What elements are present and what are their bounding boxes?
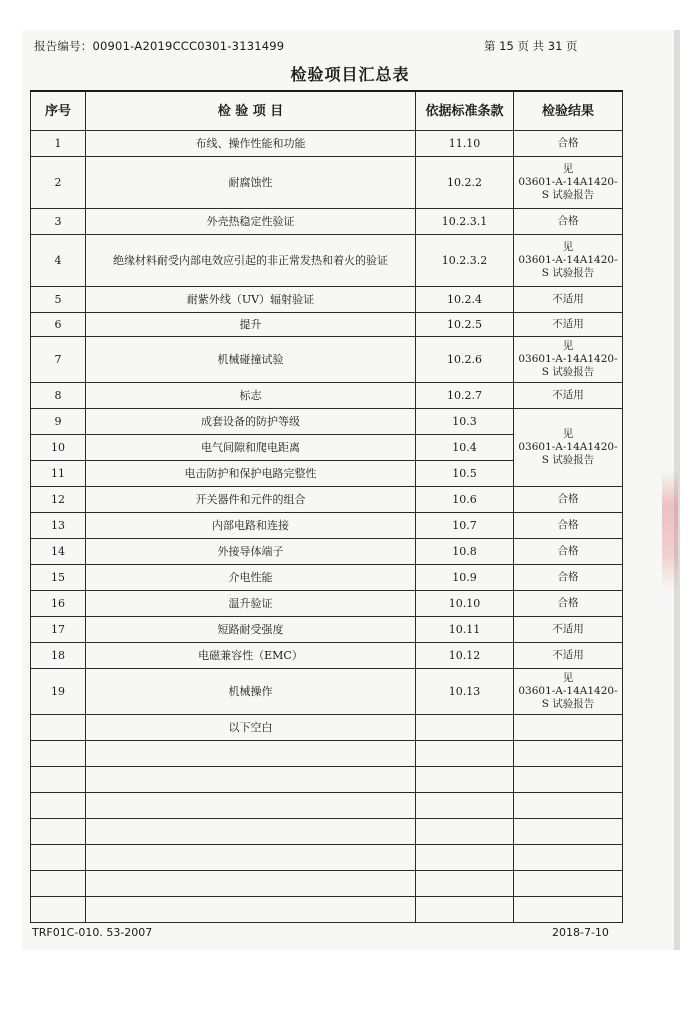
- cell-item: 外壳热稳定性验证: [86, 209, 416, 235]
- empty-cell: [514, 793, 623, 819]
- cell-clause: 10.2.6: [416, 337, 514, 383]
- cell-result: 合格: [514, 539, 623, 565]
- cell-result: 合格: [514, 131, 623, 157]
- cell-item: 成套设备的防护等级: [86, 409, 416, 435]
- cell-result: 不适用: [514, 617, 623, 643]
- cell-clause: 10.12: [416, 643, 514, 669]
- empty-cell: [86, 845, 416, 871]
- cell-result: [514, 715, 623, 741]
- empty-cell: [416, 871, 514, 897]
- cell-no: 17: [31, 617, 86, 643]
- cell-item: 耐紫外线（UV）辐射验证: [86, 287, 416, 313]
- cell-clause: 10.8: [416, 539, 514, 565]
- cell-clause: 10.2.2: [416, 157, 514, 209]
- column-header-no: 序号: [31, 91, 86, 131]
- column-header-result: 检验结果: [514, 91, 623, 131]
- cell-no: 15: [31, 565, 86, 591]
- table-row: [31, 643, 623, 669]
- report-date: 2018-7-10: [552, 926, 609, 939]
- cell-no: 9: [31, 409, 86, 435]
- empty-cell: [416, 845, 514, 871]
- table-row: [31, 591, 623, 617]
- cell-result: 见 03601-A-14A1420- S 试验报告: [514, 409, 623, 487]
- cell-no: 18: [31, 643, 86, 669]
- empty-row: [31, 793, 623, 819]
- cell-result: 不适用: [514, 287, 623, 313]
- cell-no: 16: [31, 591, 86, 617]
- empty-cell: [86, 741, 416, 767]
- cell-result: 合格: [514, 591, 623, 617]
- cell-no: 11: [31, 461, 86, 487]
- cell-item: 电磁兼容性（EMC）: [86, 643, 416, 669]
- cell-item: 机械操作: [86, 669, 416, 715]
- cell-clause: 10.6: [416, 487, 514, 513]
- cell-item: 以下空白: [86, 715, 416, 741]
- empty-cell: [31, 741, 86, 767]
- empty-cell: [416, 793, 514, 819]
- cell-no: 7: [31, 337, 86, 383]
- cell-result: 不适用: [514, 383, 623, 409]
- cell-result: 合格: [514, 487, 623, 513]
- empty-cell: [416, 767, 514, 793]
- cell-no: 1: [31, 131, 86, 157]
- table-row: [31, 715, 623, 741]
- cell-no: [31, 715, 86, 741]
- cell-clause: 10.2.5: [416, 313, 514, 337]
- table-row: [31, 565, 623, 591]
- empty-cell: [31, 819, 86, 845]
- cell-no: 13: [31, 513, 86, 539]
- cell-no: 19: [31, 669, 86, 715]
- cell-item: 温升验证: [86, 591, 416, 617]
- cell-result: 不适用: [514, 313, 623, 337]
- cell-item: 机械碰撞试验: [86, 337, 416, 383]
- table-row: [31, 669, 623, 715]
- cell-clause: 10.9: [416, 565, 514, 591]
- cell-no: 5: [31, 287, 86, 313]
- cell-no: 4: [31, 235, 86, 287]
- table-row: [31, 487, 623, 513]
- empty-cell: [31, 793, 86, 819]
- report-number: 报告编号：00901-A2019CCC0301-3131499: [34, 39, 285, 53]
- table-body: [31, 131, 623, 923]
- empty-cell: [31, 845, 86, 871]
- cell-result: 见 03601-A-14A1420- S 试验报告: [514, 235, 623, 287]
- page-info: 第 15 页 共 31 页: [484, 39, 578, 53]
- empty-cell: [514, 897, 623, 923]
- empty-cell: [416, 897, 514, 923]
- cell-item: 布线、操作性能和功能: [86, 131, 416, 157]
- column-header-clause: 依据标准条款: [416, 91, 514, 131]
- cell-result: 见 03601-A-14A1420- S 试验报告: [514, 157, 623, 209]
- empty-cell: [86, 871, 416, 897]
- empty-cell: [31, 871, 86, 897]
- table-row: [31, 539, 623, 565]
- seal-stamp-edge: [662, 470, 678, 590]
- cell-clause: 10.2.3.1: [416, 209, 514, 235]
- cell-result: 见 03601-A-14A1420- S 试验报告: [514, 337, 623, 383]
- table-row: [31, 409, 623, 435]
- cell-clause: 10.2.3.2: [416, 235, 514, 287]
- cell-clause: 10.4: [416, 435, 514, 461]
- cell-item: 电气间隙和爬电距离: [86, 435, 416, 461]
- empty-row: [31, 871, 623, 897]
- empty-cell: [86, 819, 416, 845]
- empty-cell: [416, 741, 514, 767]
- table-row: [31, 287, 623, 313]
- page-title: 检验项目汇总表: [290, 65, 410, 84]
- cell-item: 提升: [86, 313, 416, 337]
- empty-cell: [86, 897, 416, 923]
- empty-cell: [514, 767, 623, 793]
- cell-no: 2: [31, 157, 86, 209]
- cell-result: 合格: [514, 565, 623, 591]
- cell-no: 12: [31, 487, 86, 513]
- table-row: [31, 157, 623, 209]
- cell-item: 开关器件和元件的组合: [86, 487, 416, 513]
- cell-item: 外接导体端子: [86, 539, 416, 565]
- cell-item: 短路耐受强度: [86, 617, 416, 643]
- cell-result: 合格: [514, 513, 623, 539]
- table-row: [31, 617, 623, 643]
- empty-cell: [514, 871, 623, 897]
- table-row: [31, 383, 623, 409]
- table-row: [31, 313, 623, 337]
- empty-cell: [86, 767, 416, 793]
- cell-no: 10: [31, 435, 86, 461]
- empty-row: [31, 819, 623, 845]
- table-row: [31, 235, 623, 287]
- empty-cell: [514, 845, 623, 871]
- empty-cell: [514, 741, 623, 767]
- empty-row: [31, 767, 623, 793]
- column-header-item: 检 验 项 目: [86, 91, 416, 131]
- cell-no: 3: [31, 209, 86, 235]
- cell-no: 8: [31, 383, 86, 409]
- empty-cell: [31, 897, 86, 923]
- cell-item: 介电性能: [86, 565, 416, 591]
- empty-row: [31, 845, 623, 871]
- cell-clause: 11.10: [416, 131, 514, 157]
- cell-item: 内部电路和连接: [86, 513, 416, 539]
- table-header-row: [31, 91, 623, 131]
- empty-cell: [514, 819, 623, 845]
- table-row: [31, 209, 623, 235]
- cell-result: 不适用: [514, 643, 623, 669]
- cell-clause: 10.13: [416, 669, 514, 715]
- empty-cell: [416, 819, 514, 845]
- cell-clause: 10.5: [416, 461, 514, 487]
- cell-no: 14: [31, 539, 86, 565]
- table-row: [31, 131, 623, 157]
- cell-clause: 10.2.4: [416, 287, 514, 313]
- cell-clause: [416, 715, 514, 741]
- inspection-summary-table: [30, 90, 623, 923]
- table-row: [31, 337, 623, 383]
- cell-item: 标志: [86, 383, 416, 409]
- cell-clause: 10.11: [416, 617, 514, 643]
- cell-item: 耐腐蚀性: [86, 157, 416, 209]
- form-code: TRF01C-010. 53-2007: [32, 926, 153, 939]
- cell-clause: 10.3: [416, 409, 514, 435]
- cell-result: 见 03601-A-14A1420- S 试验报告: [514, 669, 623, 715]
- empty-row: [31, 741, 623, 767]
- cell-clause: 10.7: [416, 513, 514, 539]
- cell-no: 6: [31, 313, 86, 337]
- cell-item: 电击防护和保护电路完整性: [86, 461, 416, 487]
- empty-row: [31, 897, 623, 923]
- cell-clause: 10.2.7: [416, 383, 514, 409]
- empty-cell: [31, 767, 86, 793]
- empty-cell: [86, 793, 416, 819]
- table-row: [31, 513, 623, 539]
- cell-result: 合格: [514, 209, 623, 235]
- cell-item: 绝缘材料耐受内部电效应引起的非正常发热和着火的验证: [86, 235, 416, 287]
- cell-clause: 10.10: [416, 591, 514, 617]
